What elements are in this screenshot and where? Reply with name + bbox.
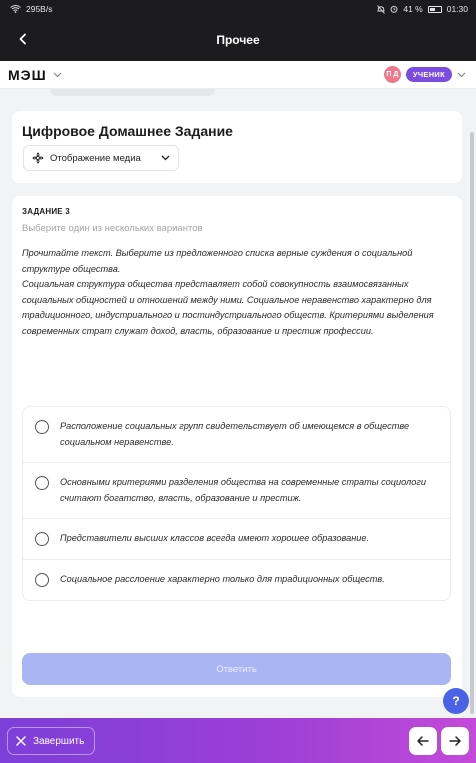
- page-title: Цифровое Домашнее Задание: [22, 123, 233, 139]
- back-button[interactable]: [10, 26, 36, 52]
- answer-option[interactable]: [23, 407, 450, 463]
- arrow-left-icon: [417, 736, 429, 746]
- alarm-icon: [390, 5, 398, 13]
- avatar: П Д: [384, 66, 401, 83]
- user-menu[interactable]: [384, 66, 466, 83]
- task-passage: Социальная структура общества представляет собой совокупность взаимосвязанных социальных общностей и отношений между ними. Социальное неравенство характерно для традиционного, индустриального и постиндустриального обществ. Критериями выделения современных страт служат доход, власть, образование и престиж профессии.: [22, 279, 434, 336]
- answer-option[interactable]: [23, 463, 450, 519]
- chevron-down-icon: [161, 155, 170, 161]
- arrow-right-icon: [449, 736, 461, 746]
- brand-switcher[interactable]: [8, 67, 62, 83]
- task-text: [22, 246, 454, 340]
- radio-button[interactable]: [35, 476, 49, 490]
- radio-button[interactable]: [35, 532, 49, 546]
- chevron-down-icon: [53, 72, 62, 78]
- answer-option[interactable]: [23, 519, 450, 560]
- help-button[interactable]: ?: [443, 688, 469, 714]
- radio-button[interactable]: [35, 420, 49, 434]
- status-bar: [0, 0, 476, 18]
- answer-option[interactable]: [23, 560, 450, 600]
- finish-button[interactable]: [7, 727, 95, 755]
- task-number: ЗАДАНИЕ 3: [22, 207, 70, 216]
- answer-options: [22, 406, 451, 601]
- battery-icon: [428, 6, 442, 13]
- flower-icon: [32, 152, 44, 164]
- top-nav: [0, 61, 476, 89]
- finish-label: Завершить: [33, 735, 85, 747]
- option-text: Представители высших классов всегда имеют хорошее образование.: [60, 533, 370, 544]
- task-card: [12, 196, 462, 697]
- media-display-label: Отображение медиа: [50, 152, 141, 164]
- task-instruction: Прочитайте текст. Выберите из предложенного списка верные суждения о социальной структуре общества.: [22, 248, 413, 274]
- media-display-button[interactable]: [23, 145, 179, 171]
- chevron-down-icon: [457, 72, 466, 78]
- bottom-bar: [0, 718, 476, 763]
- arrow-left-icon: [18, 33, 28, 45]
- dropdown-shadow: [50, 89, 215, 96]
- next-task-button[interactable]: [441, 727, 469, 755]
- option-text: Социальное расслоение характерно только для традиционных обществ.: [60, 573, 385, 584]
- task-hint: Выберите один из нескольких вариантов: [22, 223, 203, 234]
- option-text: Основными критериями разделения общества на современные страты социологи считают богатство, власть, образование и престиж.: [60, 477, 426, 503]
- brand-logo: МЭШ: [8, 66, 47, 83]
- clock: 01:30: [446, 4, 468, 14]
- submit-answer-button[interactable]: Ответить: [22, 653, 451, 685]
- radio-button[interactable]: [35, 573, 49, 587]
- scrollbar[interactable]: [470, 132, 474, 714]
- wifi-icon: [10, 5, 21, 13]
- close-icon: [16, 736, 26, 746]
- app-bar: [0, 18, 476, 61]
- network-speed: 295B/s: [26, 4, 53, 14]
- app-title: Прочее: [216, 32, 260, 47]
- role-badge: УЧЕНИК: [406, 67, 452, 82]
- homework-header-card: [12, 111, 462, 183]
- option-text: Расположение социальных групп свидетельствует об имеющемся в обществе социальном неравенстве.: [60, 421, 410, 447]
- battery-level: 41 %: [403, 4, 423, 14]
- previous-task-button[interactable]: [409, 727, 437, 755]
- mute-icon: [377, 5, 385, 14]
